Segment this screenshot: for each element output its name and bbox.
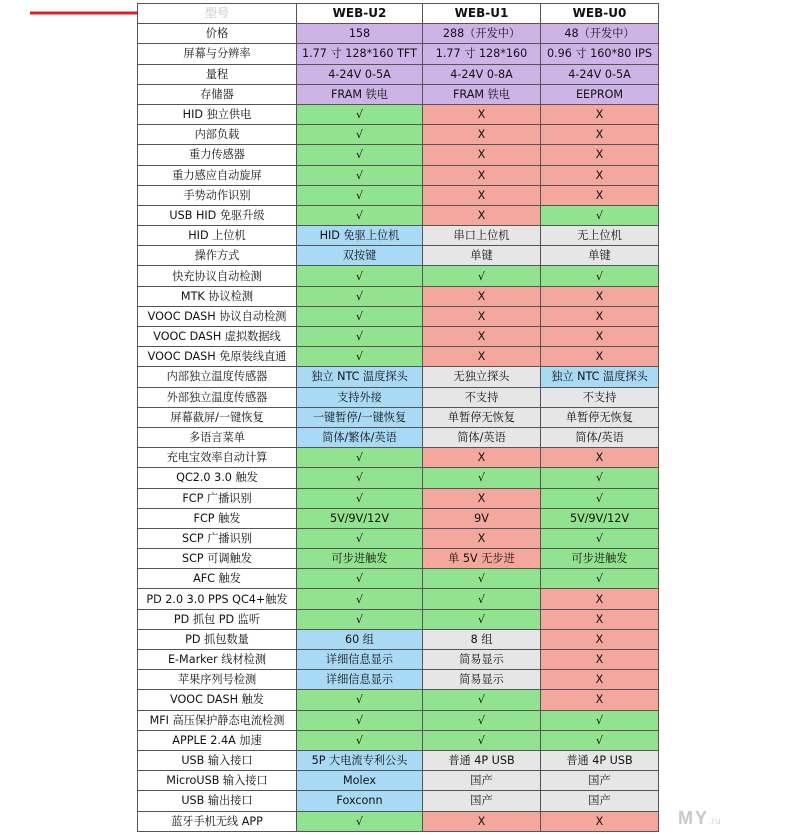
- feature-label: 操作方式: [138, 246, 297, 266]
- table-row: [138, 165, 659, 185]
- feature-label: 内部负载: [138, 125, 297, 145]
- feature-label: PD 抓包数量: [138, 629, 297, 649]
- feature-label: E-Marker 线材检测: [138, 650, 297, 670]
- cell-web-u1: √: [423, 589, 541, 609]
- cell-web-u0: X: [541, 670, 659, 690]
- cell-web-u1: 单 5V 无步进: [423, 549, 541, 569]
- cell-web-u0: √: [541, 710, 659, 730]
- feature-label: MTK 协议检测: [138, 286, 297, 306]
- table-row: [138, 589, 659, 609]
- cell-web-u2: 4-24V 0-5A: [297, 64, 423, 84]
- cell-web-u2: √: [297, 589, 423, 609]
- table-row: [138, 569, 659, 589]
- feature-label: FCP 触发: [138, 508, 297, 528]
- table-row: [138, 750, 659, 770]
- feature-label: 屏幕与分辨率: [138, 44, 297, 64]
- cell-web-u1: 1.77 寸 128*160: [423, 44, 541, 64]
- feature-label: 充电宝效率自动计算: [138, 448, 297, 468]
- cell-web-u2: 详细信息显示: [297, 670, 423, 690]
- cell-web-u2: √: [297, 609, 423, 629]
- cell-web-u1: 不支持: [423, 387, 541, 407]
- cell-web-u2: √: [297, 266, 423, 286]
- cell-web-u1: 简易显示: [423, 650, 541, 670]
- cell-web-u2: 详细信息显示: [297, 650, 423, 670]
- feature-label: 重力感应自动旋屏: [138, 165, 297, 185]
- table-row: [138, 407, 659, 427]
- table-row: [138, 771, 659, 791]
- cell-web-u2: 简体/繁体/英语: [297, 427, 423, 447]
- cell-web-u1: 单键: [423, 246, 541, 266]
- feature-label: VOOC DASH 协议自动检测: [138, 306, 297, 326]
- cell-web-u1: √: [423, 730, 541, 750]
- feature-label: USB HID 免驱升级: [138, 205, 297, 225]
- cell-web-u2: √: [297, 448, 423, 468]
- table-row: [138, 448, 659, 468]
- cell-web-u0: 不支持: [541, 387, 659, 407]
- cell-web-u0: 可步进触发: [541, 549, 659, 569]
- table-row: [138, 508, 659, 528]
- cell-web-u0: X: [541, 327, 659, 347]
- cell-web-u2: 158: [297, 24, 423, 44]
- cell-web-u1: √: [423, 710, 541, 730]
- feature-label: SCP 广播识别: [138, 528, 297, 548]
- cell-web-u1: X: [423, 528, 541, 548]
- cell-web-u2: √: [297, 528, 423, 548]
- cell-web-u2: 双按键: [297, 246, 423, 266]
- header-model-web-u0: WEB-U0: [541, 4, 659, 24]
- table-row: [138, 528, 659, 548]
- feature-label: FCP 广播识别: [138, 488, 297, 508]
- cell-web-u1: 国产: [423, 791, 541, 811]
- cell-web-u2: FRAM 铁电: [297, 84, 423, 104]
- table-row: [138, 629, 659, 649]
- table-row: [138, 427, 659, 447]
- cell-web-u1: X: [423, 811, 541, 831]
- cell-web-u2: √: [297, 104, 423, 124]
- cell-web-u0: √: [541, 266, 659, 286]
- cell-web-u0: X: [541, 690, 659, 710]
- cell-web-u2: √: [297, 690, 423, 710]
- cell-web-u0: 单暂停无恢复: [541, 407, 659, 427]
- cell-web-u2: Foxconn: [297, 791, 423, 811]
- header-row: [138, 4, 659, 24]
- cell-web-u0: EEPROM: [541, 84, 659, 104]
- feature-label: APPLE 2.4A 加速: [138, 730, 297, 750]
- table-row: [138, 266, 659, 286]
- cell-web-u0: 5V/9V/12V: [541, 508, 659, 528]
- table-row: [138, 145, 659, 165]
- table-row: [138, 226, 659, 246]
- feature-label: PD 2.0 3.0 PPS QC4+触发: [138, 589, 297, 609]
- watermark: [678, 808, 721, 829]
- cell-web-u1: 串口上位机: [423, 226, 541, 246]
- cell-web-u1: X: [423, 488, 541, 508]
- table-row: [138, 690, 659, 710]
- cell-web-u0: X: [541, 104, 659, 124]
- cell-web-u0: √: [541, 205, 659, 225]
- cell-web-u0: X: [541, 165, 659, 185]
- cell-web-u2: √: [297, 286, 423, 306]
- feature-label: 重力传感器: [138, 145, 297, 165]
- table-row: [138, 44, 659, 64]
- cell-web-u0: X: [541, 185, 659, 205]
- cell-web-u1: X: [423, 306, 541, 326]
- cell-web-u0: 0.96 寸 160*80 IPS: [541, 44, 659, 64]
- cell-web-u0: X: [541, 306, 659, 326]
- cell-web-u1: 单暂停无恢复: [423, 407, 541, 427]
- cell-web-u1: X: [423, 185, 541, 205]
- cell-web-u2: 一键暂停/一键恢复: [297, 407, 423, 427]
- feature-label: 内部独立温度传感器: [138, 367, 297, 387]
- feature-label: 蓝牙手机无线 APP: [138, 811, 297, 831]
- cell-web-u0: X: [541, 286, 659, 306]
- table-row: [138, 327, 659, 347]
- cell-web-u0: √: [541, 488, 659, 508]
- cell-web-u1: √: [423, 266, 541, 286]
- cell-web-u2: √: [297, 205, 423, 225]
- cell-web-u0: X: [541, 448, 659, 468]
- cell-web-u1: 简体/英语: [423, 427, 541, 447]
- feature-label: 苹果序列号检测: [138, 670, 297, 690]
- cell-web-u0: X: [541, 609, 659, 629]
- feature-label: 多语言菜单: [138, 427, 297, 447]
- cell-web-u2: √: [297, 347, 423, 367]
- feature-label: HID 独立供电: [138, 104, 297, 124]
- cell-web-u2: Molex: [297, 771, 423, 791]
- table-row: [138, 64, 659, 84]
- table-body: [138, 24, 659, 832]
- cell-web-u1: 4-24V 0-8A: [423, 64, 541, 84]
- table-row: [138, 488, 659, 508]
- table-row: [138, 387, 659, 407]
- table-row: [138, 468, 659, 488]
- cell-web-u1: 国产: [423, 771, 541, 791]
- cell-web-u1: X: [423, 205, 541, 225]
- cell-web-u1: X: [423, 327, 541, 347]
- cell-web-u2: 5P 大电流专利公头: [297, 750, 423, 770]
- header-feature: 型号: [138, 4, 297, 24]
- cell-web-u2: √: [297, 710, 423, 730]
- cell-web-u0: X: [541, 589, 659, 609]
- cell-web-u0: √: [541, 730, 659, 750]
- cell-web-u0: X: [541, 811, 659, 831]
- cell-web-u2: √: [297, 327, 423, 347]
- cell-web-u2: √: [297, 185, 423, 205]
- feature-label: 存储器: [138, 84, 297, 104]
- table-row: [138, 104, 659, 124]
- cell-web-u1: √: [423, 569, 541, 589]
- table-row: [138, 205, 659, 225]
- feature-label: SCP 可调触发: [138, 549, 297, 569]
- cell-web-u1: X: [423, 125, 541, 145]
- watermark-suffix: .ru: [709, 816, 721, 827]
- table-row: [138, 811, 659, 831]
- cell-web-u1: 普通 4P USB: [423, 750, 541, 770]
- cell-web-u2: √: [297, 488, 423, 508]
- feature-label: MFI 高压保护静态电流检测: [138, 710, 297, 730]
- cell-web-u1: √: [423, 468, 541, 488]
- cell-web-u2: 60 组: [297, 629, 423, 649]
- feature-label: 手势动作识别: [138, 185, 297, 205]
- table-row: [138, 286, 659, 306]
- feature-label: VOOC DASH 虚拟数据线: [138, 327, 297, 347]
- cell-web-u2: HID 免驱上位机: [297, 226, 423, 246]
- feature-label: 屏幕截屏/一键恢复: [138, 407, 297, 427]
- table-row: [138, 367, 659, 387]
- feature-label: VOOC DASH 触发: [138, 690, 297, 710]
- cell-web-u2: 1.77 寸 128*160 TFT: [297, 44, 423, 64]
- cell-web-u1: √: [423, 690, 541, 710]
- cell-web-u0: 独立 NTC 温度探头: [541, 367, 659, 387]
- table-row: [138, 710, 659, 730]
- cell-web-u1: 简易显示: [423, 670, 541, 690]
- cell-web-u0: 单键: [541, 246, 659, 266]
- cell-web-u0: 4-24V 0-5A: [541, 64, 659, 84]
- feature-label: 价格: [138, 24, 297, 44]
- cell-web-u2: √: [297, 468, 423, 488]
- feature-label: PD 抓包 PD 监听: [138, 609, 297, 629]
- feature-label: HID 上位机: [138, 226, 297, 246]
- feature-label: 快充协议自动检测: [138, 266, 297, 286]
- cell-web-u1: √: [423, 609, 541, 629]
- cell-web-u0: X: [541, 347, 659, 367]
- cell-web-u0: 国产: [541, 771, 659, 791]
- table-row: [138, 185, 659, 205]
- cell-web-u1: X: [423, 145, 541, 165]
- cell-web-u2: 独立 NTC 温度探头: [297, 367, 423, 387]
- cell-web-u2: √: [297, 125, 423, 145]
- cell-web-u0: 无上位机: [541, 226, 659, 246]
- cell-web-u1: 288（开发中）: [423, 24, 541, 44]
- cell-web-u2: √: [297, 165, 423, 185]
- table-row: [138, 609, 659, 629]
- cell-web-u1: 9V: [423, 508, 541, 528]
- cell-web-u0: √: [541, 528, 659, 548]
- table-row: [138, 246, 659, 266]
- table-row: [138, 125, 659, 145]
- feature-label: QC2.0 3.0 触发: [138, 468, 297, 488]
- cell-web-u2: √: [297, 730, 423, 750]
- table-row: [138, 549, 659, 569]
- table-row: [138, 306, 659, 326]
- cell-web-u1: X: [423, 286, 541, 306]
- feature-label: 外部独立温度传感器: [138, 387, 297, 407]
- cell-web-u1: X: [423, 165, 541, 185]
- feature-label: USB 输出接口: [138, 791, 297, 811]
- comparison-table: [137, 3, 659, 832]
- cell-web-u0: 国产: [541, 791, 659, 811]
- cell-web-u0: X: [541, 145, 659, 165]
- table-row: [138, 791, 659, 811]
- cell-web-u2: √: [297, 811, 423, 831]
- header-model-web-u1: WEB-U1: [423, 4, 541, 24]
- cell-web-u1: X: [423, 104, 541, 124]
- cell-web-u0: X: [541, 629, 659, 649]
- cell-web-u1: FRAM 铁电: [423, 84, 541, 104]
- cell-web-u0: X: [541, 125, 659, 145]
- table-row: [138, 670, 659, 690]
- feature-label: MicroUSB 输入接口: [138, 771, 297, 791]
- feature-label: 量程: [138, 64, 297, 84]
- cell-web-u2: 支持外接: [297, 387, 423, 407]
- feature-label: USB 输入接口: [138, 750, 297, 770]
- cell-web-u1: 无独立探头: [423, 367, 541, 387]
- table-row: [138, 24, 659, 44]
- cell-web-u0: X: [541, 650, 659, 670]
- header-model-web-u2: WEB-U2: [297, 4, 423, 24]
- cell-web-u2: √: [297, 306, 423, 326]
- cell-web-u1: X: [423, 448, 541, 468]
- cell-web-u2: 5V/9V/12V: [297, 508, 423, 528]
- cell-web-u2: √: [297, 569, 423, 589]
- cell-web-u0: 简体/英语: [541, 427, 659, 447]
- cell-web-u1: X: [423, 347, 541, 367]
- table-row: [138, 730, 659, 750]
- table-row: [138, 650, 659, 670]
- cell-web-u2: 可步进触发: [297, 549, 423, 569]
- cell-web-u0: √: [541, 569, 659, 589]
- cell-web-u1: 8 组: [423, 629, 541, 649]
- cell-web-u0: 普通 4P USB: [541, 750, 659, 770]
- watermark-main: MY: [678, 808, 709, 828]
- cell-web-u2: √: [297, 145, 423, 165]
- feature-label: AFC 触发: [138, 569, 297, 589]
- feature-label: VOOC DASH 免原装线直通: [138, 347, 297, 367]
- table-row: [138, 84, 659, 104]
- cell-web-u0: 48（开发中）: [541, 24, 659, 44]
- table-row: [138, 347, 659, 367]
- cell-web-u0: √: [541, 468, 659, 488]
